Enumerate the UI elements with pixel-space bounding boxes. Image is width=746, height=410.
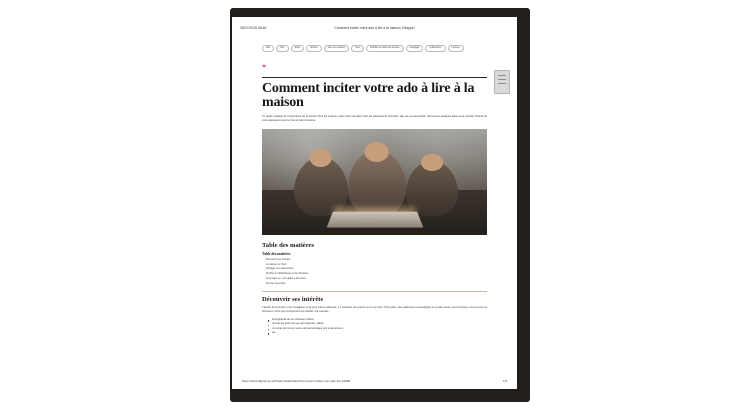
heart-icon[interactable]: ❤ [262,63,267,70]
article-lede: Un guide pratique de l'importance de la lecture chez les enfants, mais moins de ados chez les adolescents. Pourtant, elle est est essentielle. Découvrez quelques idées pour susciter l'intérêt de votre adolescent pour le livre et pour la lecture. [262,115,487,123]
header-timestamp: 28/07/2025 08:46 [240,26,267,30]
tag-chip[interactable]: ado [262,45,274,52]
tag-chip[interactable]: Collections [425,45,445,52]
tag-chip[interactable]: lecture [306,45,322,52]
tag-chip[interactable]: Famille et loisirs de lecture [366,45,404,52]
section-bullet-list [262,318,487,336]
toc-dots: … [294,267,297,271]
tag-chip[interactable]: ados [291,45,304,52]
printed-page [232,17,517,389]
tag-chip[interactable]: Lire à la maison [324,45,350,52]
toc-dots: … [309,272,312,276]
list-item: etc. [268,331,487,335]
tag-chip[interactable]: livre [351,45,364,52]
tag-list [262,45,487,52]
section-heading: Découvrir ses intérêts [262,296,324,304]
page-header [232,17,517,39]
section-divider [262,291,487,292]
hero-person-head [309,149,332,167]
toc-item-label: Donner l'exemple [266,281,286,285]
toc-item[interactable] [266,282,487,287]
table-of-contents [262,258,487,287]
reaction-row [262,55,487,73]
tag-chip[interactable]: Langage [406,45,424,52]
header-title: Comment inciter votre ado à lire à la maison | Mappe! [334,26,415,30]
toc-subheading: Table des matières [262,251,291,256]
page-footer [232,379,517,383]
list-item: un livre qui traite d'un jeu qu'il apprécie; valider [268,322,487,326]
thumbnail-line [498,83,506,84]
list-item: la biographie de son chanteur préféré [268,318,487,322]
toc-item-label: Lui laisser le choix [266,262,287,266]
list-item: un roman qui met en scène des personnages qu'il a récemment… [268,327,487,331]
toc-dots: … [290,257,294,261]
toc-item-label: Aménager un coin dédié à la lecture [266,276,307,280]
page-title: Comment inciter votre ado à lire à la maison [262,80,475,111]
title-divider [262,77,487,78]
hero-person-head [364,142,389,162]
toc-item-label: Profiter du bibliothèque et les librairies [266,272,309,276]
toc-dots: … [286,281,289,285]
thumbnail-line [498,79,506,80]
toc-heading: Table des matières [262,241,315,249]
section-paragraph: L'amour de la lecture n'est contagieux et ça peut même évidentes, il a certaines de lecteurs sur le son livre. Pour aider votre adolescent à développer un certain amour pour la lecture, vous pouvez lui proposer un livre qui correspond à ses intérêts, par exemple : [262,306,487,313]
toc-item-label: Découvrir ses intérêts [266,257,291,261]
page-content [262,45,487,335]
hero-person-head [421,154,443,171]
page-thumbnail-widget[interactable] [494,70,510,94]
footer-url[interactable]: https://www.allprof.qc.ca/fr/parents/articles/fr/comment-inciter-mon-ado-lire-41056 [242,379,351,383]
toc-item-label: Partager une découverte [266,267,294,271]
tag-chip[interactable]: Lecture [448,45,464,52]
hero-laptop [326,211,423,227]
thumbnail-line [498,75,506,76]
footer-page-number: 1/3 [502,379,507,383]
hero-image [262,129,487,235]
tag-chip[interactable]: livre [276,45,289,52]
